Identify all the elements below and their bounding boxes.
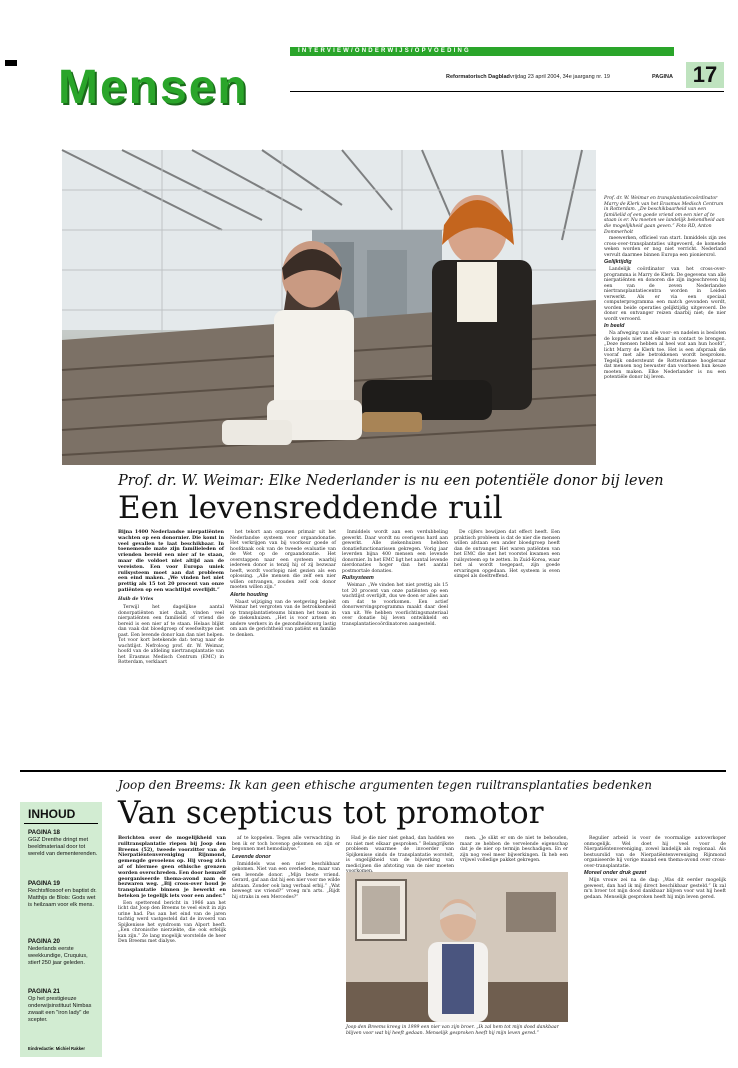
sidebar-item-page: PAGINA 19 bbox=[28, 880, 60, 887]
article1-col2-text: het tekort aan organen primair uit het Nederlandse systeem voor orgaandonatie. Het verkrijgen van bij voorkeur goede of hoofdzaak ook van de tweede evaluatie van de Wet op de orgaandonatie. Het overstappen naar een systeem waarbij iedereen donor is tenzij hij of zij bezwaar heeft, wordt voorlopig niet gezien als een oplossing. „Alle mensen die zelf een nier willen ontvangen, zouden zelf ook donor moeten willen zijn.” bbox=[230, 530, 336, 590]
article2-col5-heading: Moreel onder druk gezet bbox=[584, 870, 647, 877]
sidebar-item-text: Rechtsfilosoof en baptist dr. Matthijs de Blois: Gods wet is heilzaam voor elk mens. bbox=[28, 888, 97, 908]
article2-col3 bbox=[346, 836, 454, 868]
article1-col5-text: meewerken, officieel van start. Inmiddels zijn zes cross-over-transplantaties uitgevoerd, de komende weken worden er nog niet verricht. Nederland vervult daarmee binnen Europa een pioniersrol. bbox=[604, 236, 726, 258]
article1-lead: Bijna 1400 Nederlandse nierpatiënten wachten op een donornier. Die komt in veel gevallen te laat beschikbaar. In toenemende mate zijn familieleden of vrienden bereid een nier af te staan, maar die voldoet niet altijd aan de vereisten. Een voor Europa uniek ruilsysteem moet aan dat probleem een eind maken. „We vinden het niet prettig als 15 tot 20 procent van onze patiënten op een wachtlijst overlijdt.” bbox=[118, 529, 224, 593]
article1-col5-heading: Gelijktijdig bbox=[604, 259, 632, 266]
sidebar-item[interactable] bbox=[28, 880, 100, 909]
article1-col5c-text: Na afweging van alle voor- en nadelen is besloten de koppels niet met elkaar in contact te brengen. „Deze mensen hebben al heel wat aan hun hoofd”, licht Marry de Klerk toe. Het is een afspraak die vooraf met alle betrokkenen wordt besproken. Tegelijk ondersteunt de Rotterdamse hoogleraar dat mensen nog bewuster dan voorheen hun keuze moeten maken. Elke Nederlander is nu een potentiële donor bij leven. bbox=[604, 331, 726, 381]
sidebar-item-page: PAGINA 20 bbox=[28, 938, 60, 945]
article1-col5 bbox=[604, 236, 726, 762]
article2-col4 bbox=[460, 836, 568, 868]
sidebar-item-page: PAGINA 21 bbox=[28, 988, 60, 995]
sidebar-item-text: Nederlands eerste weekkundige, Cruquius, stierf 250 jaar geleden. bbox=[28, 946, 88, 966]
article2-col2 bbox=[232, 836, 340, 1061]
article2-col2-text: af te koppelen. Tegen alle verwachting in ben ik er toch bovenop gekomen en zijn er begonnen met hemodialyse.” bbox=[232, 836, 340, 852]
sidebar-credit: Eindredactie: Michiel Rakker bbox=[28, 1046, 86, 1051]
main-photo-caption: Prof. dr. W. Weimar en transplantatiecoördinator Marry de Klerk van het Erasmus Medisch Centrum in Rotterdam. „De beschikbaarheid van een familielid of een goede vriend om een nier af te staan is er. Nu moeten we landelijk bekendheid aan die mogelijkheid gaan geven.” Foto RD, Anton Dommerholt bbox=[604, 196, 725, 235]
article-divider bbox=[20, 770, 726, 772]
second-photo bbox=[346, 872, 568, 1022]
article1-headline: Een levensreddende ruil bbox=[118, 490, 503, 526]
article2-col4-text: men. „Je slikt er om de niet te behouden, maar ze hebben de vervelende eigenschap dat je de nier op termijn beschadigen. En er zijn nog veel meer bijwerkingen. Ik heb een vrijwel volledige pakket gekregen. bbox=[460, 836, 568, 863]
article1-byline: Huib de Vries bbox=[118, 596, 154, 602]
article2-headline: Van scepticus tot promotor bbox=[118, 795, 544, 831]
issue-date: vrijdag 23 april 2004, 34e jaargang nr. 19 bbox=[510, 74, 610, 80]
page-label: PAGINA bbox=[652, 74, 673, 80]
article1-col1-text: Terwijl het dagelijkse aantal donorpatiënten niet daalt, vinden veel nierpatiënten een familielid of vriend die bereid is een nier af te staan. Helaas blijkt dan vaak dat bloedgroep of weefseltype niet past. Een levende donor kan dan niet helpen. Tot voor kort betekende dat: terug naar de wachtlijst. Nefroloog prof. dr. W. Weimar, hoofd van de afdeling niertransplantatie van het Erasmus Medisch Centrum (EMC) in Rotterdam, verklaart bbox=[118, 605, 224, 666]
second-photo-caption: Joop den Breems kreeg in 1999 een nier van zijn broer. „Ik zal hem tot mijn dood dankbaar blijven voor wat hij heeft gedaan. Menselijk gesproken heeft hij mijn leven gered.” bbox=[346, 1025, 559, 1036]
stairwell-scene bbox=[62, 150, 596, 465]
sidebar-inhoud bbox=[20, 802, 102, 1057]
article1-subhead: Prof. dr. W. Weimar: Elke Nederlander is nu een potentiële donor bij leven bbox=[118, 473, 664, 489]
sidebar-item-page: PAGINA 18 bbox=[28, 829, 60, 836]
article1-col4-text: De cijfers bewijzen dat effect heeft. Een praktisch probleem is dat de nier die mensen willen afstaan een ander bloedgroep heeft dan de ontvanger. Het waren patiënten van het EMC die met het voorstel kwamen een ruilsysteem op te zetten. In Zuid-Korea, waar het al wordt toegepast, zijn goede ervaringen opgedaan. Het systeem is even simpel als doeltreffend. bbox=[454, 530, 560, 579]
article1-col3-text: Inmiddels wordt aan een verdubbeling gewerkt. Daar wordt nu overigens hard aan gewerkt. Alle ziekenhuizen hebben donatiefunctionarissen gekregen. Vorig jaar leverden bijna 400 mensen een levende donornier. In het EMC ligt het aantal levende nierdonaties hoger dan het aantal postmortale donaties. bbox=[342, 530, 448, 574]
article2-col5b-text: Mijn vrouw zei na de dag: „Was dit eerder mogelijk geweest, dan had ik mij direct beschikbaar gesteld.” Ik zal m'n broer tot mijn dood dankbaar blijven voor wat hij heeft gedaan. Menselijk gesproken heeft hij mijn leven gered. bbox=[584, 878, 726, 900]
article2-lead: Berichten over de mogelijkheid van ruiltransplantatie riepen bij Joop den Breems (52), tweede voorzitter van de Nierpatiëntenvereniging Rijnmond, gemengde gevoelens op. Hij vroeg zich af of hiermee geen ethische grenzen worden overschreden. Een door hemzelf georganiseerde thema-avond nam de bezwaren weg. „Bij cross-over houd je transplantatie binnen je bewerkt en beteken je tegelijk iets voor een ander.” bbox=[118, 835, 227, 899]
article1-col2b-text: Naast wijziging van de wetgeving bepleit Weimar het vergroten van de betrokkenheid op transplantatieteams binnen het team in de ziekenhuizen. „Het is voor artsen en andere werkers in de gezondheidszorg lastig om aan de gerichtheid van patiënt en familie te denken. bbox=[230, 599, 336, 638]
article2-col2-heading: Levende donor bbox=[232, 853, 271, 860]
sidebar-title-rule bbox=[24, 823, 98, 824]
article2-col3-text: Had je die nier niet gehad, dan hadden we nu niet met elkaar gesproken.” Belangrijkste probleem waarmee de invoerder van Spijkenisse sinds de transplantatie worstelt, is ongelijkheid van de bijwerking van medicijnen die afstoting van de nier moeten bbox=[346, 836, 454, 869]
masthead-corner-mark bbox=[5, 60, 17, 66]
article1-col5b-text: Landelijk coördinator van het cross-over-programma is Marry de Klerk. De gegevens van alle nierpatiënten en donoren die zijn ingeschreven bij een van de zeven Nederlandse niertransplantatiecentra worden in Leiden verwerkt. Als er via een speciaal computerprogramma een match gevonden wordt, worden beide operaties gelijktijdig uitgevoerd. De donor en ontvanger reizen daarbij niet; de nier wordt vervoerd. bbox=[604, 267, 726, 322]
masthead-rule bbox=[290, 91, 724, 92]
section-title: Mensen bbox=[58, 61, 249, 114]
main-photo bbox=[62, 150, 596, 465]
sidebar-item[interactable] bbox=[28, 829, 100, 858]
masthead bbox=[0, 0, 738, 135]
article2-col1 bbox=[118, 836, 226, 1061]
article2-col5 bbox=[584, 836, 726, 1061]
article2-col1-text: Een spetterend bericht in 1966 aan het licht dat Joop den Breems te veel eiwit in zijn urine had. Pas aan het eind van de jaren tachtig werd vastgesteld dat de invoerd van Spijkenisse het syndroom van Alport heeft. „Een chronische nierziekte, die ook erfelijk kan zijn.” Ze lang mogelijk worstelde de heer Den Breems met dialyse. bbox=[118, 900, 226, 945]
article1-col2 bbox=[230, 530, 336, 762]
sidebar-title: INHOUD bbox=[28, 807, 76, 821]
article1-col5c-heading: In beeld bbox=[604, 323, 625, 330]
sidebar-item-text: Op het prestigieuze onderwijsinstituut Nimbas zwaait een "iron lady" de scepter. bbox=[28, 996, 92, 1023]
living-room-scene bbox=[346, 872, 568, 1022]
article2-col2b-text: Inmiddels was een nier beschikbaar gekomen. Niet van een overledene, maar van een levende donor. „Mijn beste vriend. Gerard, gaf aan dat hij een nier voor me wilde afstaan. Zonder ook lang verbaal erbij.” „Wat beweegt uw vriend?” vroeg m'n arts. „Rijdt hij straks in een Mercedes?” bbox=[232, 861, 340, 900]
paper-name: Reformatorisch Dagblad bbox=[446, 74, 510, 80]
article1-col4 bbox=[454, 530, 560, 762]
article1-col3-heading: Ruilsysteem bbox=[342, 575, 374, 582]
sidebar-item[interactable] bbox=[28, 988, 100, 1024]
article2-subhead: Joop den Breems: Ik kan geen ethische argumenten tegen ruiltransplantaties bedenken bbox=[118, 778, 652, 792]
sidebar-item[interactable] bbox=[28, 938, 100, 967]
article1-col3b-text: Weimar: „We vinden het niet prettig als 15 tot 20 procent van onze patiënten op een wachtlijst overlijdt, dus we doen er alles aan om dat te voorkomen. Een actief donorwervingsprogramma maakt daar deel van uit. We hebben voorlichtingsmateriaal over donatie bij leven ontwikkeld en transplantatiecoördinatoren aangesteld. bbox=[342, 583, 448, 627]
article1-col3 bbox=[342, 530, 448, 762]
article1-col1 bbox=[118, 530, 224, 762]
masthead-kicker: INTERVIEW/ONDERWIJS/OPVOEDING bbox=[298, 48, 471, 54]
article2-col5-text: Regulier arbeid is voor de voormalige autoverkoper onmogelijk. Wel doet hij veel voor de Nierpatiëntenvereniging, zowel landelijk als regionaal. Als bestuurslid van de Nierpatiëntenvereniging Rijnmond organiseerde hij vorige maand een thema-avond over cross-over-transplantatie. bbox=[584, 836, 726, 869]
article1-col2-heading: Alerte houding bbox=[230, 591, 269, 598]
sidebar-item-text: GGZ Drenthe dringt met beeldmateriaal door tot wereld van dementerenden. bbox=[28, 837, 98, 857]
page-number: 17 bbox=[686, 62, 724, 88]
